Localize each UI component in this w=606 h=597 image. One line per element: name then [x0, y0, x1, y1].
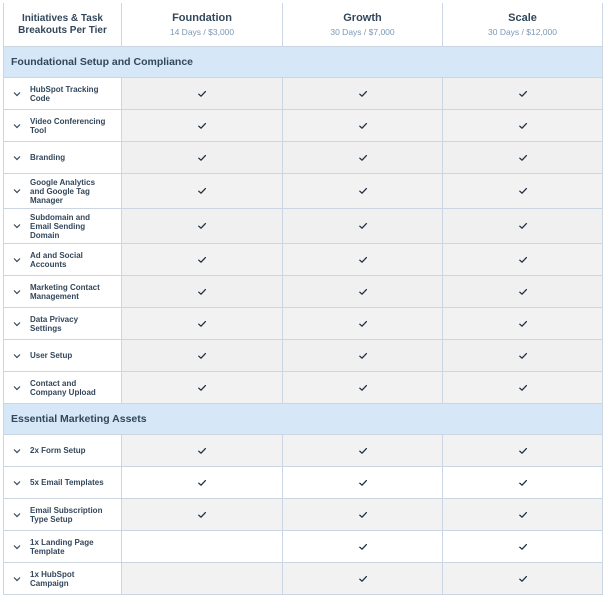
initiative-toggle[interactable]	[4, 435, 122, 466]
initiative-label-line: Data Privacy	[30, 314, 79, 324]
initiative-label-line: Type Setup	[30, 514, 73, 524]
initiative-label-line: 1x HubSpot	[30, 569, 75, 579]
check-icon	[197, 153, 207, 163]
tier-name: Foundation	[172, 12, 232, 24]
initiative-label-line: Manager	[30, 195, 63, 205]
chevron-down-icon	[12, 89, 22, 99]
initiative-label-line: Branding	[30, 153, 66, 162]
initiative-label-line: Marketing Contact	[30, 282, 100, 292]
tier-cell	[122, 340, 283, 371]
check-icon	[518, 351, 528, 361]
initiative-label-line: 2x Form Setup	[30, 446, 86, 455]
initiative-toggle[interactable]	[4, 531, 122, 562]
tier-cell	[122, 499, 283, 530]
check-icon	[197, 186, 207, 196]
initiative-label-line: Settings	[30, 323, 62, 333]
initiative-label-line: Company Upload	[30, 387, 96, 397]
tier-cell	[283, 308, 443, 339]
initiative-label-line: Template	[30, 546, 65, 556]
check-icon	[518, 446, 528, 456]
tier-cell	[122, 174, 283, 208]
check-icon	[358, 221, 368, 231]
tier-scale	[443, 3, 602, 46]
initiative-toggle[interactable]	[4, 78, 122, 109]
tier-foundation	[122, 3, 283, 46]
check-icon	[358, 89, 368, 99]
initiative-label	[30, 478, 104, 487]
check-icon	[518, 121, 528, 131]
initiative-toggle[interactable]	[4, 244, 122, 275]
section-header	[4, 47, 602, 78]
tier-cell	[122, 209, 283, 243]
tier-cell	[283, 276, 443, 307]
tier-cell	[443, 435, 602, 466]
initiative-label-line: Management	[30, 291, 79, 301]
initiative-label-line: Google Analytics	[30, 177, 96, 187]
tier-cell	[443, 244, 602, 275]
initiative-label	[30, 379, 96, 397]
initiative-label	[30, 315, 78, 333]
tier-cell	[443, 142, 602, 173]
table-header	[4, 3, 602, 47]
initiative-label-line: Tool	[30, 125, 47, 135]
table-row	[4, 276, 602, 308]
tier-cell	[443, 340, 602, 371]
check-icon	[518, 383, 528, 393]
check-icon	[197, 383, 207, 393]
initiative-label	[30, 153, 65, 162]
initiative-label	[30, 117, 105, 135]
check-icon	[358, 542, 368, 552]
check-icon	[197, 319, 207, 329]
tier-cell	[122, 142, 283, 173]
check-icon	[518, 89, 528, 99]
tier-cell	[283, 467, 443, 498]
table-row	[4, 142, 602, 174]
initiative-label-line: User Setup	[30, 351, 73, 360]
tier-cell	[283, 142, 443, 173]
check-icon	[358, 574, 368, 584]
tier-cell	[122, 276, 283, 307]
tier-name: Scale	[508, 12, 537, 24]
check-icon	[358, 319, 368, 329]
check-icon	[518, 319, 528, 329]
tier-cell	[443, 531, 602, 562]
tier-cell	[443, 467, 602, 498]
tier-cell	[122, 435, 283, 466]
initiative-label-line: Domain	[30, 230, 60, 240]
tier-cell	[443, 499, 602, 530]
tier-cell	[122, 78, 283, 109]
tier-cell	[443, 174, 602, 208]
table-row	[4, 467, 602, 499]
initiative-label-line: Email Subscription	[30, 505, 103, 515]
tier-detail: 14 Days / $3,000	[169, 27, 235, 37]
table-row	[4, 563, 602, 595]
initiative-label-line: HubSpot Tracking	[30, 84, 99, 94]
check-icon	[358, 351, 368, 361]
check-icon	[197, 221, 207, 231]
table-row	[4, 372, 602, 404]
initiative-toggle[interactable]	[4, 308, 122, 339]
initiative-label-line: Code	[30, 93, 50, 103]
check-icon	[358, 121, 368, 131]
tier-cell	[122, 308, 283, 339]
check-icon	[197, 510, 207, 520]
tier-cell	[283, 209, 443, 243]
initiative-label	[30, 178, 95, 205]
chevron-down-icon	[12, 574, 22, 584]
chevron-down-icon	[12, 287, 22, 297]
initiative-label-line: Campaign	[30, 578, 69, 588]
check-icon	[358, 510, 368, 520]
check-icon	[518, 478, 528, 488]
check-icon	[358, 478, 368, 488]
table-row	[4, 209, 602, 244]
initiative-label-line: Video Conferencing	[30, 116, 106, 126]
tier-growth	[283, 3, 443, 46]
initiative-label-line: Accounts	[30, 259, 67, 269]
initiative-label	[30, 213, 90, 240]
check-icon	[197, 478, 207, 488]
chevron-down-icon	[12, 186, 22, 196]
tier-cell	[443, 563, 602, 594]
check-icon	[518, 186, 528, 196]
initiative-label	[30, 251, 83, 269]
initiative-label-line: Subdomain and	[30, 212, 90, 222]
initiative-toggle[interactable]	[4, 372, 122, 403]
initiative-toggle[interactable]	[4, 276, 122, 307]
initiative-label	[30, 446, 86, 455]
header-title-line2: Breakouts Per Tier	[18, 24, 107, 36]
check-icon	[518, 287, 528, 297]
check-icon	[358, 446, 368, 456]
tier-cell	[283, 110, 443, 141]
tier-cell	[443, 276, 602, 307]
tier-cell	[122, 110, 283, 141]
initiative-toggle[interactable]	[4, 340, 122, 371]
initiative-toggle[interactable]	[4, 174, 122, 208]
tier-cell	[122, 244, 283, 275]
chevron-down-icon	[12, 542, 22, 552]
section-header	[4, 404, 602, 435]
initiative-label	[30, 570, 74, 588]
chevron-down-icon	[12, 478, 22, 488]
check-icon	[518, 153, 528, 163]
table-row	[4, 174, 602, 209]
check-icon	[197, 255, 207, 265]
table-body	[4, 47, 602, 595]
table-row	[4, 531, 602, 563]
check-icon	[197, 351, 207, 361]
check-icon	[197, 89, 207, 99]
check-icon	[518, 255, 528, 265]
initiative-toggle[interactable]	[4, 499, 122, 530]
tier-cell	[443, 209, 602, 243]
check-icon	[518, 542, 528, 552]
table-row	[4, 110, 602, 142]
table-row	[4, 78, 602, 110]
header-initiatives-cell	[4, 3, 122, 46]
tier-cell	[283, 563, 443, 594]
tier-cell	[283, 340, 443, 371]
tier-cell	[283, 499, 443, 530]
chevron-down-icon	[12, 153, 22, 163]
chevron-down-icon	[12, 351, 22, 361]
tier-cell	[283, 531, 443, 562]
section-title: Foundational Setup and Compliance	[11, 56, 194, 68]
header-title-line1: Initiatives & Task	[22, 12, 103, 24]
initiative-label-line: 5x Email Templates	[30, 478, 104, 487]
initiative-label-line: and Google Tag	[30, 186, 90, 196]
tier-cell	[283, 372, 443, 403]
table-row	[4, 435, 602, 467]
tier-cell	[122, 563, 283, 594]
chevron-down-icon	[12, 510, 22, 520]
initiative-label-line: Contact and	[30, 378, 77, 388]
tier-cell	[283, 244, 443, 275]
initiative-label-line: 1x Landing Page	[30, 537, 94, 547]
table-row	[4, 308, 602, 340]
tier-cell	[443, 308, 602, 339]
initiative-label	[30, 283, 100, 301]
tier-name: Growth	[343, 12, 382, 24]
chevron-down-icon	[12, 221, 22, 231]
initiative-label	[30, 506, 102, 524]
table-row	[4, 340, 602, 372]
table-row	[4, 499, 602, 531]
check-icon	[358, 287, 368, 297]
check-icon	[518, 574, 528, 584]
check-icon	[197, 446, 207, 456]
chevron-down-icon	[12, 255, 22, 265]
tier-cell	[122, 467, 283, 498]
tier-cell	[443, 372, 602, 403]
check-icon	[197, 121, 207, 131]
initiative-label	[30, 85, 98, 103]
section-title: Essential Marketing Assets	[11, 413, 147, 425]
tier-cell	[443, 110, 602, 141]
initiative-toggle[interactable]	[4, 209, 122, 243]
chevron-down-icon	[12, 319, 22, 329]
check-icon	[358, 153, 368, 163]
initiative-label	[30, 538, 94, 556]
check-icon	[358, 383, 368, 393]
initiative-toggle[interactable]	[4, 467, 122, 498]
chevron-down-icon	[12, 383, 22, 393]
initiative-toggle[interactable]	[4, 142, 122, 173]
check-icon	[518, 221, 528, 231]
tier-detail: 30 Days / $12,000	[488, 27, 557, 37]
check-icon	[358, 186, 368, 196]
check-icon	[197, 287, 207, 297]
tier-cell	[443, 78, 602, 109]
check-icon	[518, 510, 528, 520]
initiative-label-line: Ad and Social	[30, 250, 83, 260]
tier-cell	[122, 531, 283, 562]
tier-cell	[283, 78, 443, 109]
chevron-down-icon	[12, 446, 22, 456]
initiative-toggle[interactable]	[4, 110, 122, 141]
initiative-label-line: Email Sending	[30, 221, 86, 231]
pricing-tier-table	[3, 3, 603, 595]
tier-detail: 30 Days / $7,000	[330, 27, 395, 37]
initiative-label	[30, 351, 72, 360]
check-icon	[358, 255, 368, 265]
chevron-down-icon	[12, 121, 22, 131]
tier-cell	[283, 435, 443, 466]
tier-cell	[283, 174, 443, 208]
initiative-toggle[interactable]	[4, 563, 122, 594]
tier-cell	[122, 372, 283, 403]
table-row	[4, 244, 602, 276]
